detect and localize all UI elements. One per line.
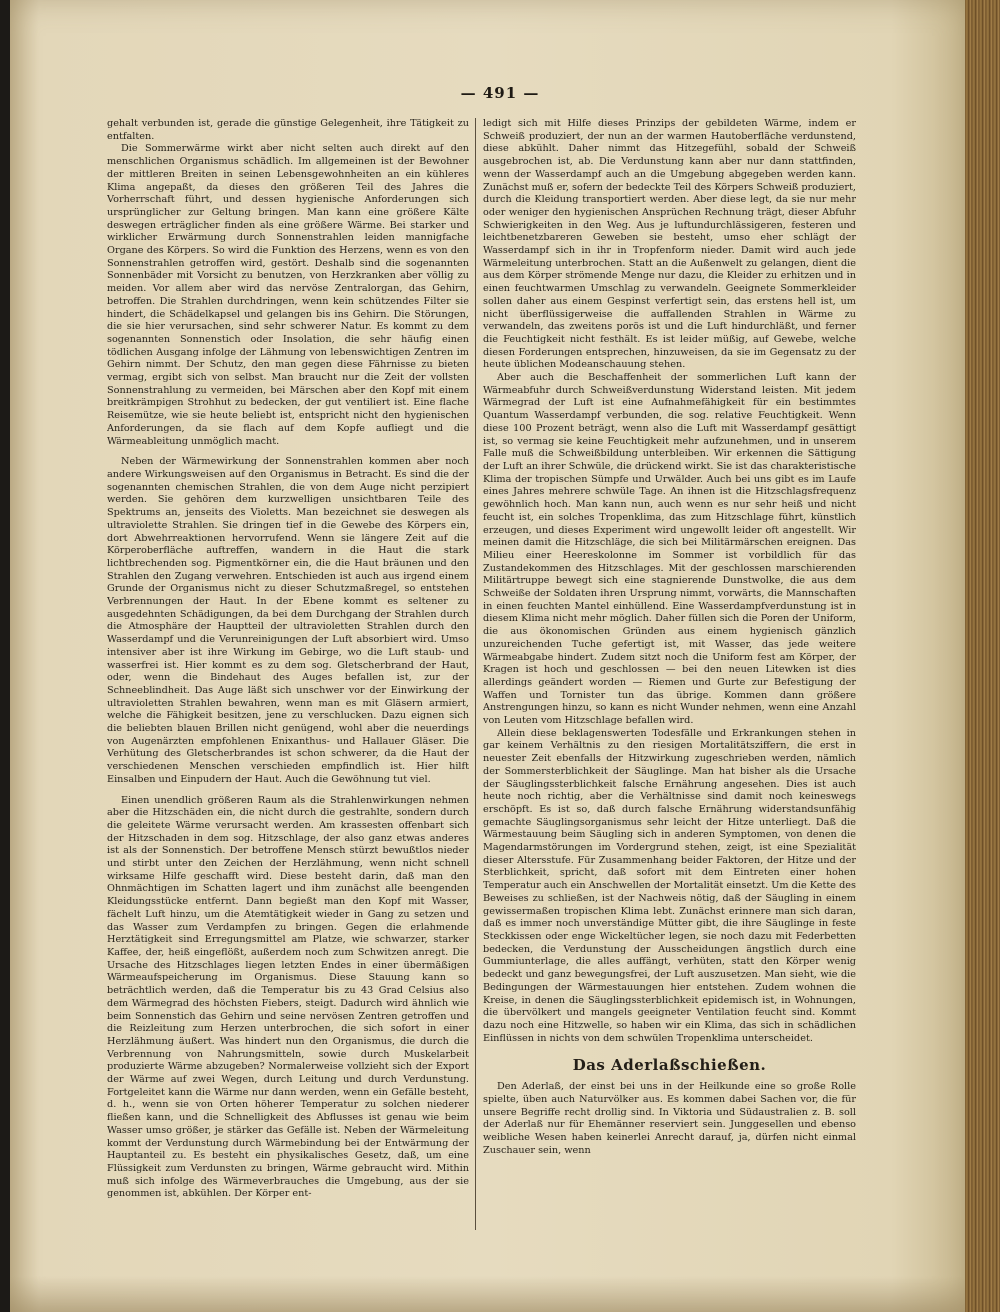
page-number: — 491 —	[460, 84, 540, 102]
book-spine	[965, 0, 1000, 1312]
section-heading: Das Aderlaßschießen.	[572, 1056, 767, 1075]
paragraph: Die Sommerwärme wirkt aber nicht selten auch direkt auf den menschlichen Organismus schädlich. Im allgemeinen ist der Bewohner der mittleren Breiten in seinen Lebensgewohnheiten an ein kühleres Klima angepaßt, da dieses den größeren Teil des Jahres die Vorherrschaft führt, und dessen hygienische Anforderungen sich ursprünglicher zur Geltung bringen. Man kann eine größere Kälte deswegen erträglicher finden als eine größere Wärme. Bei starker und wirklicher Erwärmung durch Sonnenstrahlen leiden mannigfache Organe des Körpers. So wird die Funktion des Herzens, wenn es von den Sonnenstrahlen getroffen wird, gestört. Deshalb sind die sogenannten Sonnenbäder mit Vorsicht zu benutzen, von Herzkranken aber völlig zu meiden. Vor allem aber wird das nervöse Zentralorgan, das Gehirn, betroffen. Die Strahlen durchdringen, wenn kein schützendes Filter sie hindert, die Schädelkapsel und gelangen bis ins Gehirn. Die Störungen, die sie hier verursachen, sind sehr schwerer Natur. Es kommt zu dem sogenannten Sonnenstich oder Insolation, die sehr häufig einen tödlichen Ausgang infolge der Lähmung von lebenswichtigen Zentren im Gehirn nimmt. Der Schutz, den man gegen diese Fährnisse zu bieten vermag, ergibt sich von selbst. Man braucht nur die Zeit der vollsten Sonnenstrahlung zu vermeiden, bei Märschen aber den Kopf mit einem breitkrämpigen Strohhut zu bedecken, der gut ventiliert ist. Eine flache Reisemütze, wie sie heute beliebt ist, entspricht nicht den hygienischen Anforderungen, da sie flach auf dem Kopfe aufliegt und die Wärmeableitung unmöglich macht.	[107, 143, 469, 447]
paragraph: ledigt sich mit Hilfe dieses Prinzips der gebildeten Wärme, indem er Schweiß produziert, der nun an der warmen Hautoberfläche verdunstend, diese abkühlt. Daher nimmt das Hitzegefühl, sobald der Schweiß ausgebrochen ist, ab. Die Verdunstung kann aber nur dann stattfinden, wenn der Wasserdampf auch an die Umgebung abgegeben werden kann. Zunächst muß er, sofern der bedeckte Teil des Körpers Schweiß produziert, durch die Kleidung transportiert werden. Aber diese legt, da sie nur mehr oder weniger den hygienischen Ansprüchen Rechnung trägt, dieser Abfuhr Schwierigkeiten in den Weg. Aus je luftundurchlässigeren, festeren und leichtbenetzbareren Geweben sie besteht, umso eher schlägt der Wasserdampf sich in ihr in Tropfenform nieder. Damit wird auch jede Wärmeleitung unterbrochen. Statt an die Außenwelt zu gelangen, dient die aus dem Körper strömende Menge nur dazu, die Kleider zu erhitzen und in einen feuchtwarmen Umschlag zu verwandeln. Geeignete Sommerkleider sollen daher aus einem Gespinst verfertigt sein, das erstens hell ist, um nicht überflüssigerweise die auffallenden Strahlen in Wärme zu verwandeln, das zweitens porös ist und die Luft hindurchläßt, und ferner die Feuchtigkeit nicht festhält. Es ist leider müßig, auf Gewebe, welche diesen Forderungen entsprechen, hinzuweisen, da sie im Gegensatz zu der heute üblichen Modeanschauung stehen.	[483, 118, 856, 371]
paragraph: Einen unendlich größeren Raum als die Strahlenwirkungen nehmen aber die Hitzschäden ein, die nicht durch die gestrahlte, sondern durch die geleitete Wärme verursacht werden. Am krassesten offenbart sich der Hitzschaden in dem sog. Hitzschlage, der also ganz etwas anderes ist als der Sonnenstich. Der betroffene Mensch stürzt bewußtlos nieder und stirbt unter den Zeichen der Herzlähmung, wenn nicht schnell wirksame Hilfe geschafft wird. Diese besteht darin, daß man den Ohnmächtigen im Schatten lagert und ihm zunächst alle beengenden Kleidungsstücke entfernt. Dann begießt man den Kopf mit Wasser, fächelt Luft hinzu, um die Atemtätigkeit wieder in Gang zu setzen und das Wasser zum Verdampfen zu bringen. Gegen die erlahmende Herztätigkeit sind Erregungsmittel am Platze, wie schwarzer, starker Kaffee, der, heiß eingeflößt, außerdem noch zum Schwitzen anregt. Die Ursache des Hitzschlages liegen letzten Endes in einer übermäßigen Wärmeaufspeicherung im Organismus. Diese Stauung kann so beträchtlich werden, daß die Temperatur bis zu 43 Grad Celsius also dem Wärmegrad des höchsten Fiebers, steigt. Dadurch wird ähnlich wie beim Sonnenstich das Gehirn und seine nervösen Zentren getroffen und die Reizleitung zum Herzen unterbrochen, die sich sofort in einer Herzlähmung äußert. Was hindert nun den Organismus, die durch die Verbrennung von Nahrungsmitteln, sowie durch Muskelarbeit produzierte Wärme abzugeben? Normalerweise vollzieht sich der Export der Wärme auf zwei Wegen, durch Leitung und durch Verdunstung. Fortgeleitet kann die Wärme nur dann werden, wenn ein Gefälle besteht, d. h., wenn sie von Orten höherer Temperatur zu solchen niederer fließen kann, und die Schnelligkeit des Abflusses ist genau wie beim Wasser umso größer, je stärker das Gefälle ist. Neben der Wärmeleitung kommt der Verdunstung durch Wärmebindung bei der Entwärmung der Hauptanteil zu. Es besteht ein physikalisches Gesetz, daß, um eine Flüssigkeit zum Verdunsten zu bringen, Wärme gebraucht wird. Mithin muß sich infolge des Wärmeverbrauches die Umgebung, aus der sie genommen ist, abkühlen. Der Körper ent-	[107, 794, 469, 1200]
section-paragraph: Den Aderlaß, der einst bei uns in der Heilkunde eine so große Rolle spielte, üben auch Naturvölker aus. Es kommen dabei Sachen vor, die für unsere Begriffe recht drollig sind. In Viktoria und Südaustralien z. B. soll der Aderlaß nur für Ehemänner reserviert sein. Junggesellen und ebenso weibliche Wesen haben keinerlei Anrecht darauf, ja, dürfen nicht einmal Zuschauer sein, wenn	[483, 1081, 856, 1156]
paragraph: gehalt verbunden ist, gerade die günstige Gelegenheit, ihre Tätigkeit zu entfalten.	[107, 118, 469, 142]
paragraph: Neben der Wärmewirkung der Sonnenstrahlen kommen aber noch andere Wirkungsweisen auf den Organismus in Betracht. Es sind die der sogenannten chemischen Strahlen, die von dem Auge nicht perzipiert werden. Sie gehören dem kurzwelligen unsichtbaren Teile des Spektrums an, jenseits des Violetts. Man bezeichnet sie deswegen als ultraviolette Strahlen. Sie dringen tief in die Gewebe des Körpers ein, dort Abwehrreaktionen hervorrufend. Wenn sie längere Zeit auf die Körperoberfläche auftreffen, wandern in die Haut die stark lichtbrechenden sog. Pigmentkörner ein, die die Haut bräunen und den Strahlen den Zugang verwehren. Entschieden ist auch aus irgend einem Grunde der Organismus nicht zu dieser Schutzmaßregel, so entstehen Verbrennungen der Haut. In der Ebene kommt es seltener zu ausgedehnten Schädigungen, da bei dem Durchgang der Strahlen durch die Atmosphäre der Hauptteil der ultravioletten Strahlen durch den Wasserdampf und die Verunreinigungen der Luft absorbiert wird. Umso intensiver aber ist ihre Wirkung im Gebirge, wo die Luft staub- und wasserfrei ist. Hier kommt es zu dem sog. Gletscherbrand der Haut, oder, wenn die Bindehaut des Auges befallen ist, zur der Schneeblindheit. Das Auge läßt sich unschwer vor der Einwirkung der ultravioletten Strahlen bewahren, wenn man es mit Gläsern armiert, welche die Fähigkeit besitzen, jene zu verschlucken. Dazu eignen sich die beliebten blauen Brillen nicht genügend, wohl aber die neuerdings von Augenärzten empfohlenen Enixanthus- und Hallauer Gläser. Die Verhütung des Gletscherbrandes ist schon schwerer, da die Haut der verschiedenen Menschen verschieden empfindlich ist. Hier hilft Einsalben und Einpudern der Haut. Auch die Gewöhnung tut viel.	[107, 456, 469, 785]
paragraph: Aber auch die Beschaffenheit der sommerlichen Luft kann der Wärmeabfuhr durch Schweißverdunstung Widerstand leisten. Mit jedem Wärmegrad der Luft ist eine Aufnahmefähigkeit für ein bestimmtes Quantum Wasserdampf verbunden, die sog. relative Feuchtigkeit. Wenn diese 100 Prozent beträgt, wenn also die Luft mit Wasserdampf gesättigt ist, so vermag sie keine Feuchtigkeit mehr aufzunehmen, und in unserem Falle muß die Schweißbildung unterbleiben. Wir erkennen die Sättigung der Luft an ihrer Schwüle, die drückend wirkt. Sie ist das charakteristische Klima der tropischen Sümpfe und Urwälder. Auch bei uns gibt es im Laufe eines Jahres mehrere schwüle Tage. An ihnen ist die Hitzschlagsfrequenz gewöhnlich hoch. Man kann nun, auch wenn es nur sehr heiß und nicht feucht ist, ein solches Tropenklima, das zum Hitzschlage führt, künstlich erzeugen, und dieses Experiment wird ungewollt leider oft angestellt. Wir meinen damit die Hitzschläge, die sich bei Militärmärschen ereignen. Das Milieu einer Heereskolonne im Sommer ist vorbildlich für das Zustandekommen des Hitzschlages. Mit der geschlossen marschierenden Militärtruppe bewegt sich eine stagnierende Dunstwolke, die aus dem Schweiße der Soldaten ihren Ursprung nimmt, vorwärts, die Mannschaften in einen feuchten Mantel einhüllend. Eine Wasserdampfverdunstung ist in diesem Klima nicht mehr möglich. Daher füllen sich die Poren der Uniform, die aus ökonomischen Gründen aus einem hygienisch gänzlich unzureichenden Tuche gefertigt ist, mit Wasser, das jede weitere Wärmeabgabe hindert. Zudem sitzt noch die Uniform fest am Körper, der Kragen ist hoch und geschlossen — bei den neuen Litewken ist dies allerdings geändert worden — Riemen und Gurte zur Befestigung der Waffen und Tornister tun das übrige. Kommen dann größere Anstrengungen hinzu, so kann es nicht Wunder nehmen, wenn eine Anzahl von Leuten vom Hitzschlage befallen wird.	[483, 372, 856, 727]
left-column	[107, 118, 469, 1233]
right-column	[483, 118, 856, 1233]
paragraph: Allein diese beklagenswerten Todesfälle und Erkrankungen stehen in gar keinem Verhältnis zu den riesigen Mortalitätsziffern, die erst in neuester Zeit ebenfalls der Hitzwirkung zugeschrieben werden, nämlich der Sommersterblichkeit der Säuglinge. Man hat bisher als die Ursache der Säuglingssterblichkeit falsche Ernährung angesehen. Dies ist auch heute noch richtig, aber die Verhältnisse sind damit noch keineswegs erschöpft. Es ist so, daß durch falsche Ernährung widerstandsunfähig gemachte Säuglingsorganismus sehr leicht der Hitze unterliegt. Daß die Wärmestauung beim Säugling sich in anderen Symptomen, von denen die Magendarmstörungen im Vordergrund stehen, zeigt, ist eine Spezialität dieser Altersstufe. Für Zusammenhang beider Faktoren, der Hitze und der Sterblichkeit, spricht, daß sofort mit dem Eintreten einer hohen Temperatur auch ein Anschwellen der Mortalität einsetzt. Um die Kette des Beweises zu schließen, ist der Nachweis nötig, daß der Säugling in einem gewissermaßen tropischen Klima lebt. Zunächst erinnere man sich daran, daß es immer noch unverständige Mütter gibt, die ihre Säuglinge in feste Steckkissen oder enge Wickeltücher legen, sie noch dazu mit Federbetten bedecken, die Verdunstung der Ausscheidungen ängstlich durch eine Gummiunterlage, die alles auffängt, verhüten, statt den Körper wenig bedeckt und ganz bewegungsfrei, der Luft auszusetzen. Man sieht, wie die Bedingungen der Wärmestauungen hier entstehen. Zudem wohnen die Kreise, in denen die Säuglingssterblichkeit epidemisch ist, in Wohnungen, die übervölkert und mangels geeigneter Ventilation feucht sind. Kommt dazu noch eine Hitzwelle, so haben wir ein Klima, das sich in schädlichen Einflüssen in nichts von dem schwülen Tropenklima unterscheidet.	[483, 727, 856, 1044]
column-divider	[475, 118, 476, 1230]
